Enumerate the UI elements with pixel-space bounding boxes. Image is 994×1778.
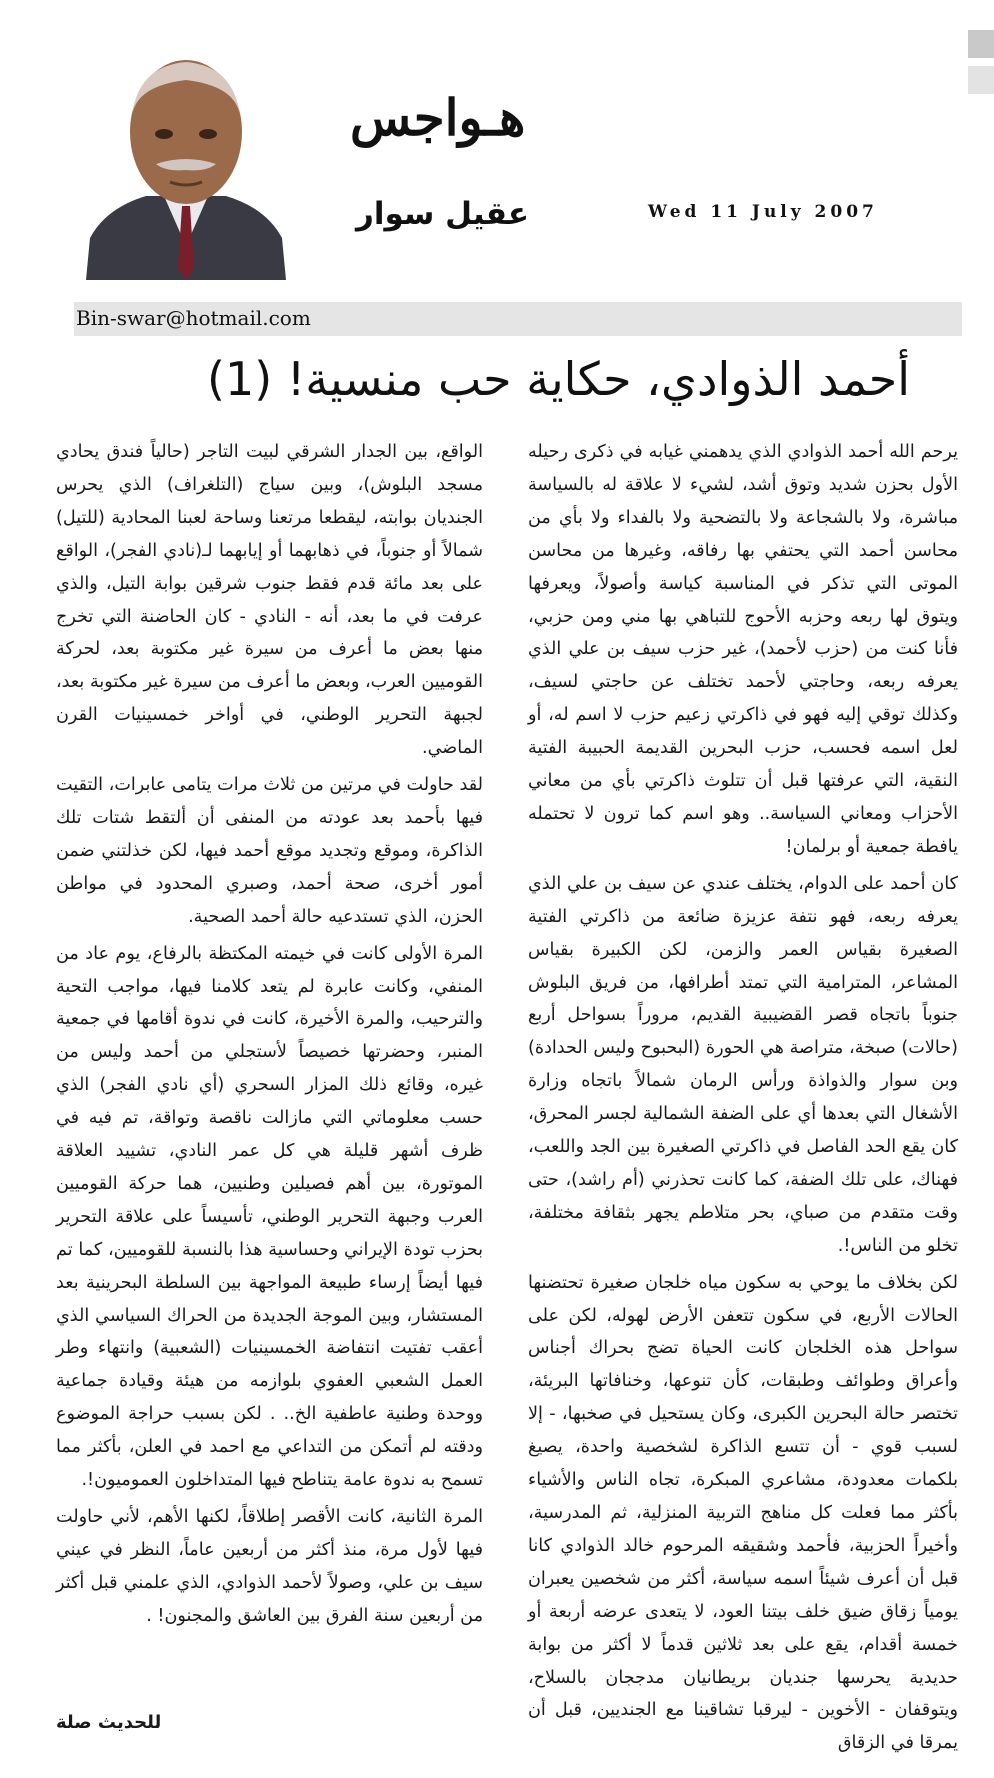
author-email[interactable]: Bin-swar@hotmail.com (76, 306, 311, 330)
author-photo (86, 46, 286, 280)
paragraph: لقد حاولت في مرتين من ثلاث مرات يتامى عابرات، التقيت فيها بأحمد بعد عودته من المنفى أن ألتقط شتات تلك الذاكرة، وموقع وتجديد موقع أحمد فيها، لكن خذلتني ضمن أمور أخرى، صحة أحمد، وصبري المحدود في مواطن الحزن، الذي تستدعيه حالة أحمد الصحية. (56, 775, 483, 927)
paragraph: كان أحمد على الدوام، يختلف عندي عن سيف بن علي الذي يعرفه ربعه، فهو نتفة عزيزة ضائعة من ذاكرتي الفتية الصغيرة بقياس العمر والزمن، لكن الكبيرة بقياس المشاعر، المترامية التي تمتد أطرافها، من فريق البلوش جنوباً باتجاه قصر القضيبية القديم، مروراً بسواحل أربع (حالات) صبخة، متراصة هي الحورة (البحبوح وليس الحدادة) وبن سوار والذواذة ورأس الرمان شمالاً باتجاه وزارة الأشغال التي بعدها أي على الضفة الشمالية لجسر المحرق، كان يقع الحد الفاصل في ذاكرتي الصغيرة بين الجد واللعب، فهناك، على تلك الضفة، كما كانت تحذرني (أم راشد)، حتى وقت متقدم من صباي، بحر متلاطم يجهر بثقافة مختلفة، تخلو من الناس!. (528, 873, 958, 1256)
side-tab-bottom (968, 66, 994, 94)
side-tab-top (968, 30, 994, 58)
paragraph: المرة الثانية، كانت الأقصر إطلاقاً، لكنها الأهم، لأني حاولت فيها لأول مرة، منذ أكثر من أربعين عاماً، النظر في عيني سيف بن علي، وصولاً لأحمد الذوادي، الذي علمني قبل أكثر من أربعين سنة الفرق بين العاشق والمجنون! . (56, 1507, 483, 1626)
article-column-right (528, 436, 958, 1760)
article-column-left (56, 436, 483, 1633)
publication-date: Wed 11 July 2007 (648, 202, 878, 222)
paragraph: لكن بخلاف ما يوحي به سكون مياه خلجان صغيرة تحتضنها الحالات الأربع، في سكون تتعفن الأرض لهوله، لكن على سواحل هذه الخلجان كانت الحياة تضج بحراك أجناس وأعراق وطوائف وطبقات، كأن تنوعها، وخنافاتها البريئة، تختصر حالة البحرين الكبرى، وكان يستحيل في صخبها، - إلا لسبب قوي - أن تتسع الذاكرة لشخصية واحدة، يصيغ بلكمات معدودة، مشاعري المبكرة، تجاه الناس والأشياء بأكثر مما فعلت كل مناهج التربية المنزلية، ثم المدرسية، وأخيراً الحزبية، فأحمد وشقيقه المرحوم خالد الذوادي كانا قبل أن أعرف شيئاً اسمه سياسة، أكثر من شخصين يعبران يومياً زقاق ضيق خلف بيتنا العود، لا يتعدى عرضه أربعة أو خمسة أقدام، يقع على بعد ثلاثين قدماً لا أكثر من بوابة حديدية يحرسها جنديان بريطانيان مدججان بالسلاح، ويتوقفان - الأخوين - ليرقبا تشاقينا مع الجنديين، قبل أن يمرقا في الزقاق (528, 1272, 958, 1754)
to-be-continued: للحديث صلة (56, 1712, 162, 1733)
paragraph: يرحم الله أحمد الذوادي الذي يدهمني غيابه في ذكرى رحيله الأول بحزن شديد وتوق أشد، لشيء لا علاقة له بالسياسة مباشرة، ولا بالشجاعة ولا بالتضحية ولا بالفداء ولا بأي من محاسن أحمد التي يحتفي بها رفاقه، وغيرها من محاسن الموتى التي تذكر في المناسبة كياسة وأصولاً، ويعرفها ويتوق لها ربعه وحزبه الأحوج للتباهي بها مني ومن حزبي، فأنا كنت من (حزب لأحمد)، غير حزب سيف بن علي الذي يعرفه ربعه، وحاجتي لأحمد تختلف عن حاجتي لسيف، وكذلك توقي إليه فهو في ذاكرتي زعيم حزب لا اسم له، أو لعل اسمه فحسب، حزب البحرين القديمة الحبيبة الفتية النقية، التي عرفتها قبل أن تتلوث ذاكرتي بأي من معاني الأحزاب ومعاني السياسة.. وهو اسم كما ترون لا تحتمله يافطة جمعية أو برلمان! (528, 442, 958, 857)
article-headline: أحمد الذوادي، حكاية حب منسية! (1) (207, 352, 910, 406)
author-name: عقيل سوار (356, 196, 529, 232)
paragraph: الواقع، بين الجدار الشرقي لبيت التاجر (حالياً فندق يحادي مسجد البلوش)، وبين سياج (التلغراف) الذي يحرس الجنديان بوابته، ليقطعا مرتعنا وساحة لعبنا المحادية (للتيل) شمالاً أو جنوباً، في ذهابهما أو إيابهما لـ(نادي الفجر)، الواقع على بعد مائة قدم فقط جنوب شرقين بوابة التيل، والذي عرفت في ما بعد، أنه - النادي - كان الحاضنة التي تخرج منها بعض ما أعرف من سيرة غير مكتوبة بعد، لحركة القوميين العرب، وبعض ما أعرف من سيرة غير مكتوبة بعد، لجبهة التحرير الوطني، في أواخر خمسينيات القرن الماضي. (56, 442, 483, 759)
email-bar (74, 302, 962, 336)
paragraph: المرة الأولى كانت في خيمته المكتظة بالرفاع، يوم عاد من المنفي، وكانت عابرة لم يتعد كلامنا فيها، مواجب التحية والترحيب، والمرة الأخيرة، كانت في ندوة أقامها في جمعية المنبر، وحضرتها خصيصاً لأستجلي من أحمد وليس من غيره، وقائع ذلك المزار السحري (أي نادي الفجر) الذي حسب معلوماتي التي مازالت ناقصة وتواقة، تم فيه في ظرف أشهر قليلة هي كل عمر النادي، تشييد العلاقة الموتورة، بين أهم فصيلين وطنيين، هما حركة القوميين العرب وجبهة التحرير الوطني، تأسيساً على علاقة التحرير بحزب تودة الإيراني وحساسية هذا بالنسبة للقوميين، كما تم فيها أيضاً إرساء طبيعة المواجهة بين السلطة البحرينية بعد المستشار، وبين الموجة الجديدة من الحراك السياسي الذي أعقب تفتيت انتفاضة الخمسينيات (الشعبية) وانتهاء وطر العمل الشعبي العفوي بلوازمه من هيئة وقيادة جماعية ووحدة وطنية عاطفية الخ.. . لكن بسبب حراجة الموضوع ودقته لم أتمكن من التداعي مع احمد في العلن، بأكثر مما تسمح به ندوة عامة يتناطح فيها المتداخلون العموميون!. (56, 943, 483, 1491)
column-name: هـواجس (350, 88, 526, 147)
